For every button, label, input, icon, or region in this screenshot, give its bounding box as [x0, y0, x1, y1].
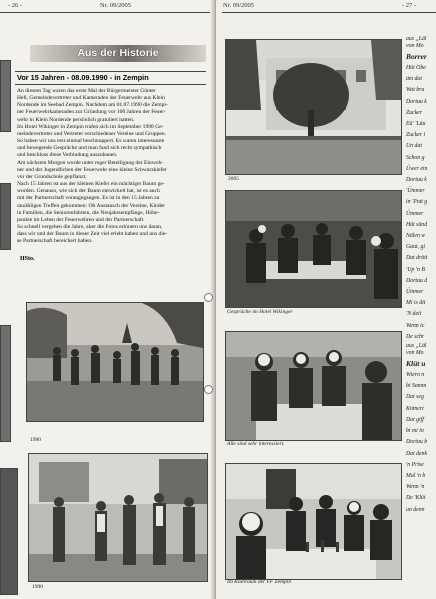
- article-body-line: So schnell vergehen die Jahre, aber die Fotos erinnern uns daran,: [17, 223, 163, 230]
- cutoff-text-line: Dat drütt: [406, 255, 428, 262]
- article-body-line: Nordende im Seebad Zempin. Nachdem am 01.07.1990 die Zempi-: [17, 102, 168, 109]
- photo-group-outdoors: [28, 453, 208, 582]
- cutoff-text-line: in 'Pott g: [406, 199, 428, 206]
- left-newspaper-page: [0, 0, 216, 599]
- binder-hole: [204, 385, 213, 394]
- cutoff-text-line: aus „Läl: [406, 343, 427, 350]
- right-page-number: - 27 -: [402, 2, 417, 9]
- article-body-line: worden. Genauso, wie sich der Baum entwickelt hat, ist es auch: [17, 188, 160, 195]
- photo-caption: 1990: [30, 437, 41, 443]
- cutoff-text-line: von Mo: [406, 43, 424, 49]
- cutoff-text-line: üm dat: [406, 76, 422, 83]
- cutoff-text-line: Dortau d: [406, 277, 428, 284]
- cutoff-text-line: von Mo: [406, 350, 424, 357]
- top-rule: [0, 12, 210, 13]
- cutoff-text-line: Dortau b: [406, 439, 428, 446]
- cutoff-text-line: Zucker: [406, 109, 423, 116]
- cutoff-text-line: Ümmer: [406, 210, 424, 217]
- photo-caption: Im Klubraum der FF Zempin: [227, 579, 292, 585]
- article-body-line: wehr in Klein Nordende persönlich gratuliert hatten.: [17, 116, 135, 123]
- cutoff-text-line: Wenn 'n: [406, 484, 425, 491]
- left-issue-number: Nr. 09/2005: [100, 2, 132, 9]
- article-body-line: punkte im Leben der Feuerwehren und der Partnerschaft.: [17, 216, 145, 223]
- cutoff-text-line: Schon g: [406, 154, 425, 161]
- article-body-line: und bewegende Gespräche und man fand sich recht sympathisch: [17, 145, 162, 152]
- cutoff-text-line: Hüt Obe: [406, 65, 426, 71]
- photo-club-room: [225, 463, 402, 580]
- cutoff-text-line: Ümmer: [406, 289, 424, 296]
- cutoff-text-line: Kinnert: [406, 405, 424, 412]
- cutoff-column: [406, 36, 436, 599]
- author-signature: HSto.: [20, 256, 35, 262]
- cutoff-text-line: Dortau k: [406, 177, 427, 184]
- cutoff-text-line: Wiern n: [406, 372, 425, 379]
- cutoff-text-line: Dortau k: [406, 98, 427, 105]
- article-body-line: unzähligen Treffen gekommen: Ob Austausch der Vereine, Kinder: [17, 202, 165, 209]
- article-headline: Vor 15 Jahren - 08.09.1990 - in Zempin: [17, 73, 149, 82]
- right-newspaper-page: [216, 0, 436, 599]
- photo-caption: 1990: [32, 584, 43, 590]
- cutoff-text-line: 'N deit: [406, 311, 422, 318]
- article-body-line: An diesem Tag waren das erste Mal der Bürgermeister Günter: [17, 88, 156, 94]
- article-body-line: ner Feuerwehrkameraden zur Gründung vor 100 Jahren der Feuer-: [17, 109, 166, 116]
- section-title: Aus der Historie: [77, 47, 159, 59]
- headline-rule: [15, 84, 206, 85]
- cutoff-text-line: Dat seg: [406, 394, 424, 401]
- article-body-line: vor der Grundschule gepflanzt.: [17, 173, 87, 180]
- cutoff-text-line: Mi is dit: [406, 300, 426, 307]
- photo-seated-table: [225, 331, 402, 441]
- cutoff-text-line: Dat giff: [406, 416, 424, 423]
- cutoff-text-line: Zucker i: [406, 132, 426, 139]
- article-body-line: Am nächsten Morgen wurde unter reger Beteiligung der Einwoh-: [17, 159, 164, 166]
- cutoff-text-line: bi mi in: [406, 428, 424, 435]
- headline-rule: [15, 71, 206, 72]
- photo-tree-planting: [26, 302, 204, 422]
- cutoff-text-line: Üwer ein: [406, 165, 428, 172]
- article-body-line: Nach 15 Jahren ist aus der kleinen Kiefer ein mächtiger Baum ge-: [17, 181, 165, 188]
- article-body-line: meindevertreter und Vertreter verschiedener Vereine und Gruppen.: [17, 130, 167, 137]
- photo-caption: Gespräche im Hotel Wikinger: [227, 309, 293, 315]
- cutoff-text-line: aus „Läl: [406, 36, 427, 42]
- article-body-line: in Familien, die Seniorenfahrten, die Neujahrsempfänge, Höhe-: [17, 209, 160, 216]
- article-body-line: Im Hotel Wikinger in Zempin trafen sich im September 1990 Ge-: [17, 123, 164, 130]
- top-rule: [222, 12, 436, 13]
- article-body-line: mit der Partnerschaft vorangegangen. Es ist in den 15 Jahren zu: [17, 195, 160, 202]
- right-issue-number: Nr. 09/2005: [223, 2, 255, 9]
- cutoff-text-line: 'Ümmer: [406, 188, 425, 195]
- cutoff-text-line: Eä' 'Läu: [406, 121, 426, 128]
- edge-photo-fragment: [0, 60, 11, 132]
- edge-photo-fragment: [0, 325, 11, 442]
- cutoff-text-line: Borrer: [406, 52, 427, 61]
- cutoff-text-line: Gaut, gi: [406, 244, 426, 251]
- article-body-line: Hell, Gemeindevertreter und Kameraden der Feuerwehr aus Klein: [17, 95, 165, 102]
- cutoff-text-line: Wat bru: [406, 87, 425, 94]
- cutoff-text-line: Dat denk: [406, 450, 428, 457]
- cutoff-text-line: De schr: [406, 333, 425, 340]
- cutoff-text-line: un denn: [406, 506, 425, 513]
- edge-photo-fragment: [0, 468, 18, 595]
- article-body-line: dass wir und der Baum in dieser Zeit viel erlebt haben und uns die-: [17, 231, 168, 238]
- article-body-line: se Partnerschaft bereichert haben.: [17, 238, 93, 245]
- cutoff-text-line: Mal 'n b: [406, 472, 426, 479]
- photo-building-2005: [225, 39, 402, 175]
- article-body-line: und beschloss diese Verbindung auszubauen.: [17, 152, 118, 159]
- article-body-line: So haben wir uns erst einmal beschnuppert. Es waren interessante: [17, 138, 165, 145]
- photo-caption: 2005: [228, 176, 239, 182]
- cutoff-text-line: Hüt sünd: [406, 221, 428, 228]
- article-body-line: ner und der Jugendlichen der Feuerwehr eine kleine Schwarzkiefer: [17, 166, 167, 173]
- cutoff-text-line: 'Up 'n B: [406, 266, 425, 273]
- cutoff-text-line: Klüt u: [406, 359, 426, 369]
- cutoff-text-line: 'n Prise: [406, 461, 424, 468]
- photo-caption: Alle sind sehr interessiert.: [227, 441, 285, 447]
- edge-photo-fragment: [0, 183, 11, 250]
- cutoff-text-line: bi Samm: [406, 383, 427, 390]
- cutoff-text-line: Un dat: [406, 143, 422, 150]
- cutoff-text-line: Wenn ic: [406, 322, 425, 329]
- binder-hole: [204, 293, 213, 302]
- cutoff-text-line: De 'Klüt: [406, 495, 426, 502]
- section-banner: [30, 45, 206, 62]
- photo-dinner-hotel: [225, 190, 402, 308]
- cutoff-text-line: Nälen w: [406, 233, 426, 240]
- article-body: [17, 88, 203, 245]
- left-page-number: - 26 -: [8, 2, 23, 9]
